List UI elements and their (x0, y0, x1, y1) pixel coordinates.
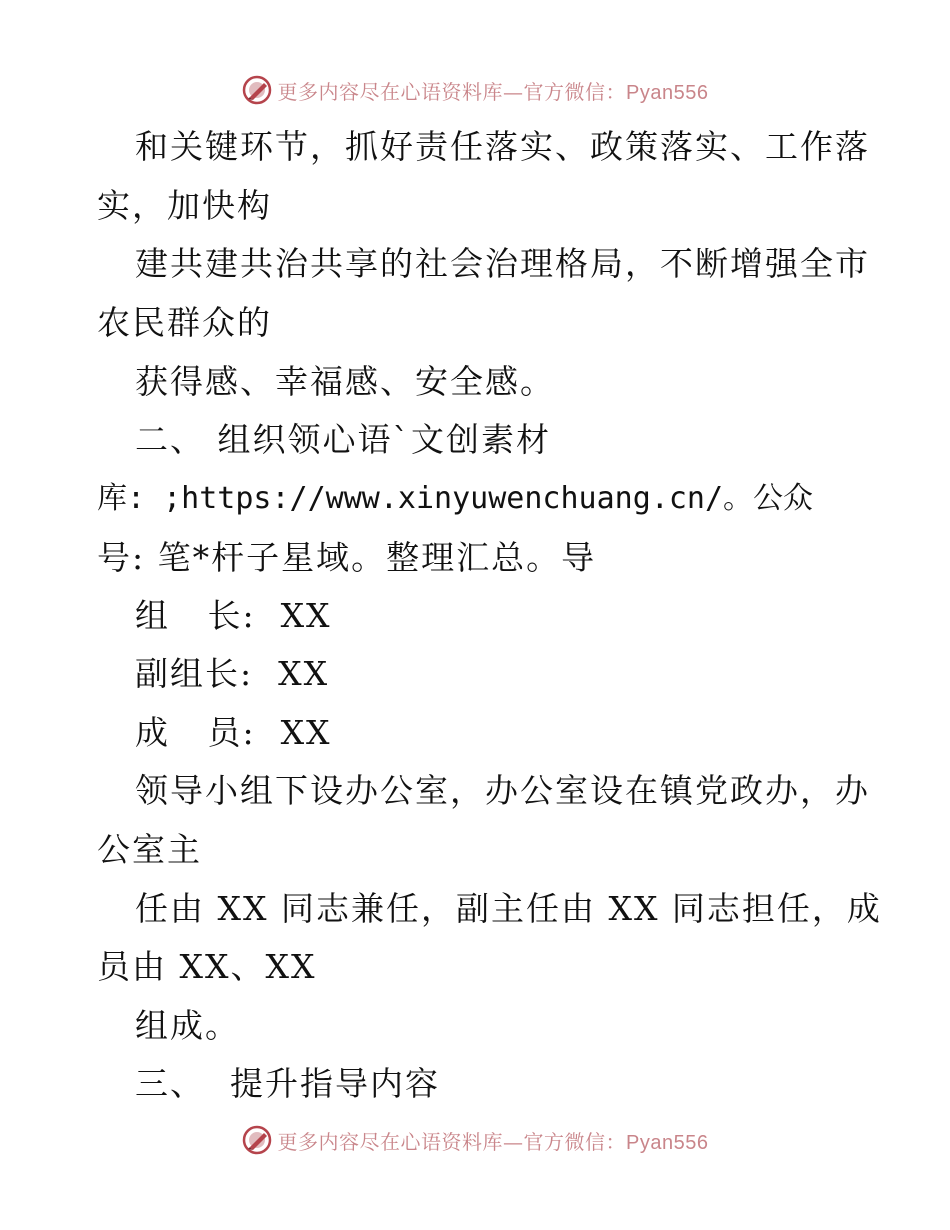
text-line: 获得感、幸福感、安全感。 (135, 362, 555, 401)
text-line-url: 库: ;https://www.xinyuwenchuang.cn/。公众 (97, 481, 814, 516)
member-row-leader: 组 长: XX (135, 596, 332, 635)
member-row-deputy: 副组长: XX (135, 654, 330, 693)
text-line: 建共建共治共享的社会治理格局，不断增强全市 (135, 244, 870, 283)
footer-watermark (0, 1120, 950, 1160)
text-line: 农民群众的 (97, 303, 272, 342)
watermark-text: 更多内容尽在心语资料库—官方微信：Pyan556 (277, 79, 709, 104)
member-row-members: 成 员: XX (135, 713, 332, 752)
section-heading: 二、 组织领心语`文创素材 (135, 420, 551, 459)
section-heading: 三、 提升指导内容 (135, 1064, 440, 1103)
text-line: 公室主 (97, 830, 202, 869)
text-line: 任由 XX 同志兼任，副主任由 XX 同志担任，成 (135, 889, 882, 928)
text-line: 员由 XX、XX (97, 947, 317, 986)
text-line: 实，加快构 (97, 186, 272, 225)
text-line: 号: 笔*杆子星域。整理汇总。导 (97, 538, 597, 577)
text-line: 和关键环节，抓好责任落实、政策落实、工作落 (135, 127, 870, 166)
text-line: 组成。 (135, 1006, 240, 1045)
pen-logo-icon (242, 1125, 272, 1155)
text-line: 领导小组下设办公室，办公室设在镇党政办，办 (135, 771, 870, 810)
watermark-text: 更多内容尽在心语资料库—官方微信：Pyan556 (277, 1129, 709, 1154)
